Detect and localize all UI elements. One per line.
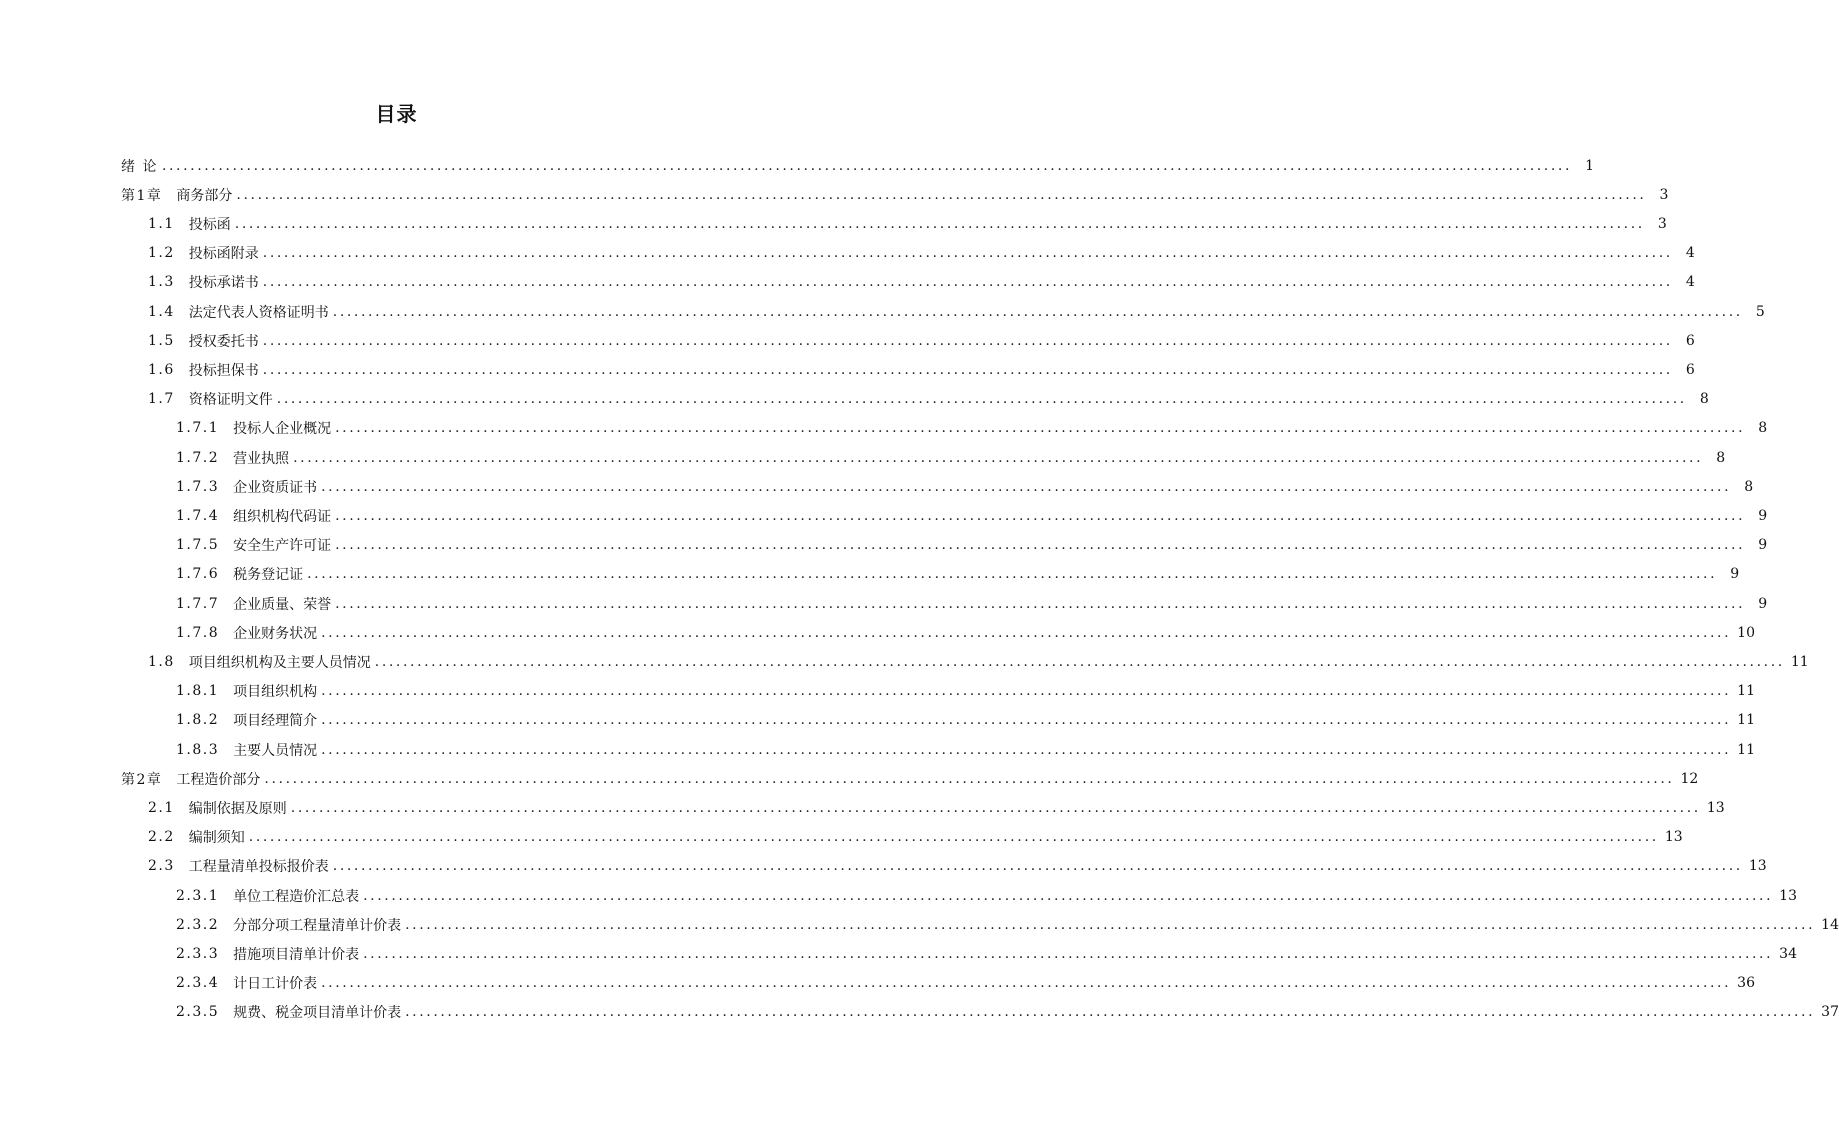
toc-entry-number: 1.7.1	[176, 420, 220, 437]
toc-entry-page: 5	[1755, 303, 1765, 320]
toc-entry[interactable]	[176, 881, 1797, 910]
toc-entry-page: 12	[1680, 770, 1699, 787]
toc-entry-number: 1.7.8	[176, 624, 220, 641]
toc-entry-label: 商务部分	[176, 187, 233, 204]
toc-entry-number: 2.3.4	[176, 975, 220, 992]
toc-entry-page: 4	[1685, 245, 1695, 262]
toc-entry-page: 6	[1685, 332, 1695, 349]
toc-leader-dots: ........................................................................................................................................................................................................	[321, 712, 1732, 729]
toc-entry-number: 第2章	[121, 771, 163, 788]
toc-leader-dots: ........................................................................................................................................................................................................	[332, 303, 1743, 320]
toc-entry[interactable]	[176, 998, 1839, 1027]
toc-entry[interactable]	[176, 910, 1839, 939]
toc-entry[interactable]	[148, 239, 1695, 268]
toc-leader-dots: ........................................................................................................................................................................................................	[293, 449, 1704, 466]
toc-entry-page: 9	[1758, 537, 1768, 554]
toc-entry-number: 1.8	[148, 653, 175, 670]
toc-entry[interactable]	[176, 414, 1768, 443]
toc-entry-page: 8	[1716, 449, 1726, 466]
toc-entry-label: 投标担保书	[188, 362, 259, 379]
toc-entry-number: 1.7.6	[176, 566, 220, 583]
toc-entry-label: 项目组织机构	[233, 684, 318, 701]
toc-entry-number: 1.2	[148, 245, 175, 262]
toc-entry-label: 项目经理简介	[233, 713, 318, 730]
toc-entry[interactable]	[176, 706, 1755, 735]
toc-entry[interactable]	[176, 939, 1797, 968]
toc-entry-number: 1.8.3	[176, 741, 220, 758]
toc-entry-page: 13	[1706, 799, 1725, 816]
toc-entry[interactable]	[148, 326, 1695, 355]
toc-entry[interactable]	[176, 618, 1755, 647]
toc-entry-label: 分部分项工程量清单计价表	[233, 917, 402, 934]
toc-entry-label: 企业质量、荣誉	[233, 596, 332, 613]
toc-entry-page: 9	[1730, 566, 1740, 583]
toc-leader-dots: ........................................................................................................................................................................................................	[262, 274, 1673, 291]
toc-entry-number: 1.8.2	[176, 712, 220, 729]
toc-entry-number: 1.5	[148, 332, 175, 349]
toc-entry[interactable]	[148, 385, 1709, 414]
toc-leader-dots: ........................................................................................................................................................................................................	[264, 770, 1675, 787]
toc-entry-number: 2.1	[148, 799, 175, 816]
toc-entry-number: 2.3.1	[176, 887, 220, 904]
toc-leader-dots: ........................................................................................................................................................................................................	[248, 829, 1659, 846]
toc-leader-dots: ........................................................................................................................................................................................................	[405, 1004, 1816, 1021]
toc-entry-number: 2.3	[148, 858, 175, 875]
toc-entry-number: 第1章	[121, 187, 163, 204]
toc-leader-dots: ........................................................................................................................................................................................................	[236, 186, 1647, 203]
toc-leader-dots: ........................................................................................................................................................................................................	[262, 245, 1673, 262]
toc-leader-dots: ........................................................................................................................................................................................................	[321, 624, 1732, 641]
toc-entry-label: 税务登记证	[233, 567, 304, 584]
toc-entry[interactable]	[148, 647, 1809, 676]
toc-entry-label: 授权委托书	[188, 333, 259, 350]
toc-entry[interactable]	[176, 969, 1755, 998]
toc-leader-dots: ........................................................................................................................................................................................................	[234, 215, 1645, 232]
toc-entry-number: 1.6	[148, 361, 175, 378]
toc-entry-page: 9	[1758, 595, 1768, 612]
toc-entry-number: 2.3.5	[176, 1004, 220, 1021]
toc-entry-number: 1.7.2	[176, 449, 220, 466]
toc-entry[interactable]	[176, 531, 1768, 560]
toc-entry[interactable]	[148, 823, 1683, 852]
toc-entry-label: 单位工程造价汇总表	[233, 888, 360, 905]
toc-entry[interactable]	[176, 501, 1768, 530]
toc-entry-number: 1.8.1	[176, 683, 220, 700]
toc-entry-page: 13	[1664, 829, 1683, 846]
toc-entry-number: 1.7.7	[176, 595, 220, 612]
toc-entry-label: 营业执照	[233, 450, 290, 467]
toc-leader-dots: ........................................................................................................................................................................................................	[335, 507, 1746, 524]
toc-entry-label: 措施项目清单计价表	[233, 946, 360, 963]
toc-entry[interactable]	[176, 560, 1740, 589]
toc-entry-page: 10	[1737, 624, 1755, 641]
toc-entry-page: 3	[1657, 215, 1667, 232]
toc-entry-label: 企业财务状况	[233, 625, 318, 642]
toc-entry-number: 1.7.3	[176, 478, 220, 495]
toc-entry-page: 6	[1685, 361, 1695, 378]
toc-leader-dots: ........................................................................................................................................................................................................	[307, 566, 1718, 583]
toc-entry-page: 3	[1659, 186, 1669, 203]
toc-entry-label: 投标承诺书	[188, 275, 259, 292]
toc-leader-dots: ........................................................................................................................................................................................................	[363, 887, 1774, 904]
toc-title: 目录	[375, 102, 418, 126]
toc-leader-dots: ........................................................................................................................................................................................................	[363, 945, 1774, 962]
toc-entry-number: 1.7.4	[176, 507, 220, 524]
toc-leader-dots: ........................................................................................................................................................................................................	[335, 420, 1746, 437]
toc-leader-dots: ........................................................................................................................................................................................................	[405, 916, 1816, 933]
toc-entry[interactable]	[148, 793, 1725, 822]
toc-leader-dots: ........................................................................................................................................................................................................	[332, 858, 1743, 875]
toc-entry-page: 37	[1821, 1004, 1839, 1021]
toc-entry-label: 企业资质证书	[233, 479, 318, 496]
toc-leader-dots: ........................................................................................................................................................................................................	[335, 537, 1746, 554]
toc-leader-dots: ........................................................................................................................................................................................................	[321, 683, 1732, 700]
toc-leader-dots: ........................................................................................................................................................................................................	[161, 157, 1572, 174]
toc-entry-number: 1.7.5	[176, 537, 220, 554]
toc-entry-number: 1.1	[148, 215, 175, 232]
toc-entry[interactable]	[121, 180, 1669, 209]
toc-entry-label: 编制依据及原则	[188, 800, 287, 817]
toc-entry-page: 13	[1748, 858, 1767, 875]
toc-entry-label: 资格证明文件	[188, 392, 273, 409]
toc-entry-label: 工程造价部分	[176, 771, 261, 788]
toc-entry[interactable]	[176, 589, 1768, 618]
toc-entry-page: 8	[1744, 478, 1754, 495]
toc-entry-page: 14	[1821, 916, 1839, 933]
toc-entry[interactable]	[121, 151, 1594, 180]
toc-entry-number: 1.4	[148, 303, 175, 320]
toc-entry-page: 11	[1737, 683, 1755, 700]
toc-entry-page: 34	[1779, 945, 1797, 962]
toc-entry[interactable]	[176, 735, 1755, 764]
toc-entry[interactable]	[176, 472, 1754, 501]
toc-entry[interactable]	[148, 209, 1667, 238]
toc-entry-page: 4	[1685, 274, 1695, 291]
toc-entry-page: 13	[1779, 887, 1797, 904]
toc-entry[interactable]	[148, 852, 1767, 881]
toc-leader-dots: ........................................................................................................................................................................................................	[321, 478, 1732, 495]
toc-entry-label: 主要人员情况	[233, 742, 318, 759]
toc-leader-dots: ........................................................................................................................................................................................................	[262, 361, 1673, 378]
toc-entry[interactable]	[176, 677, 1755, 706]
toc-entry-label: 法定代表人资格证明书	[188, 304, 329, 321]
toc-entry-page: 1	[1585, 157, 1594, 174]
toc-entry-label: 工程量清单投标报价表	[188, 859, 329, 876]
toc-leader-dots: ........................................................................................................................................................................................................	[374, 653, 1785, 670]
toc-leader-dots: ........................................................................................................................................................................................................	[335, 595, 1746, 612]
toc-entry-page: 11	[1790, 653, 1809, 670]
toc-leader-dots: ........................................................................................................................................................................................................	[262, 332, 1673, 349]
toc-entry-label: 计日工计价表	[233, 976, 318, 993]
toc-entry-page: 36	[1737, 975, 1755, 992]
toc-entry-label: 投标函	[188, 216, 231, 233]
toc-entry-page: 11	[1737, 712, 1755, 729]
toc-entry-label: 组织机构代码证	[233, 508, 332, 525]
toc-entry-number: 2.3.3	[176, 945, 220, 962]
toc-entry-page: 11	[1737, 741, 1755, 758]
toc-entry-page: 9	[1758, 507, 1768, 524]
toc-entry-number: 1.3	[148, 274, 175, 291]
toc-entry-number: 2.2	[148, 829, 175, 846]
toc-entry-number: 绪 论	[121, 158, 158, 175]
toc-leader-dots: ........................................................................................................................................................................................................	[321, 741, 1732, 758]
toc-entry[interactable]	[148, 355, 1695, 384]
toc-entry-label: 投标人企业概况	[233, 421, 332, 438]
toc-entry-number: 2.3.2	[176, 916, 220, 933]
toc-entry-label: 项目组织机构及主要人员情况	[188, 654, 371, 671]
toc-entry-label: 规费、税金项目清单计价表	[233, 1005, 402, 1022]
toc-entry-page: 8	[1758, 420, 1768, 437]
toc-leader-dots: ........................................................................................................................................................................................................	[290, 799, 1701, 816]
toc-entry[interactable]	[176, 443, 1726, 472]
toc-leader-dots: ........................................................................................................................................................................................................	[276, 391, 1687, 408]
toc-entry-number: 1.7	[148, 391, 175, 408]
toc-entry-label: 投标函附录	[188, 246, 259, 263]
toc-entry[interactable]	[148, 268, 1695, 297]
toc-entry[interactable]	[121, 764, 1699, 793]
toc-entry-label: 编制须知	[188, 830, 245, 847]
toc-entry[interactable]	[148, 297, 1765, 326]
toc-entry-page: 8	[1699, 391, 1709, 408]
toc-entry-label: 安全生产许可证	[233, 538, 332, 555]
toc-leader-dots: ........................................................................................................................................................................................................	[321, 975, 1732, 992]
